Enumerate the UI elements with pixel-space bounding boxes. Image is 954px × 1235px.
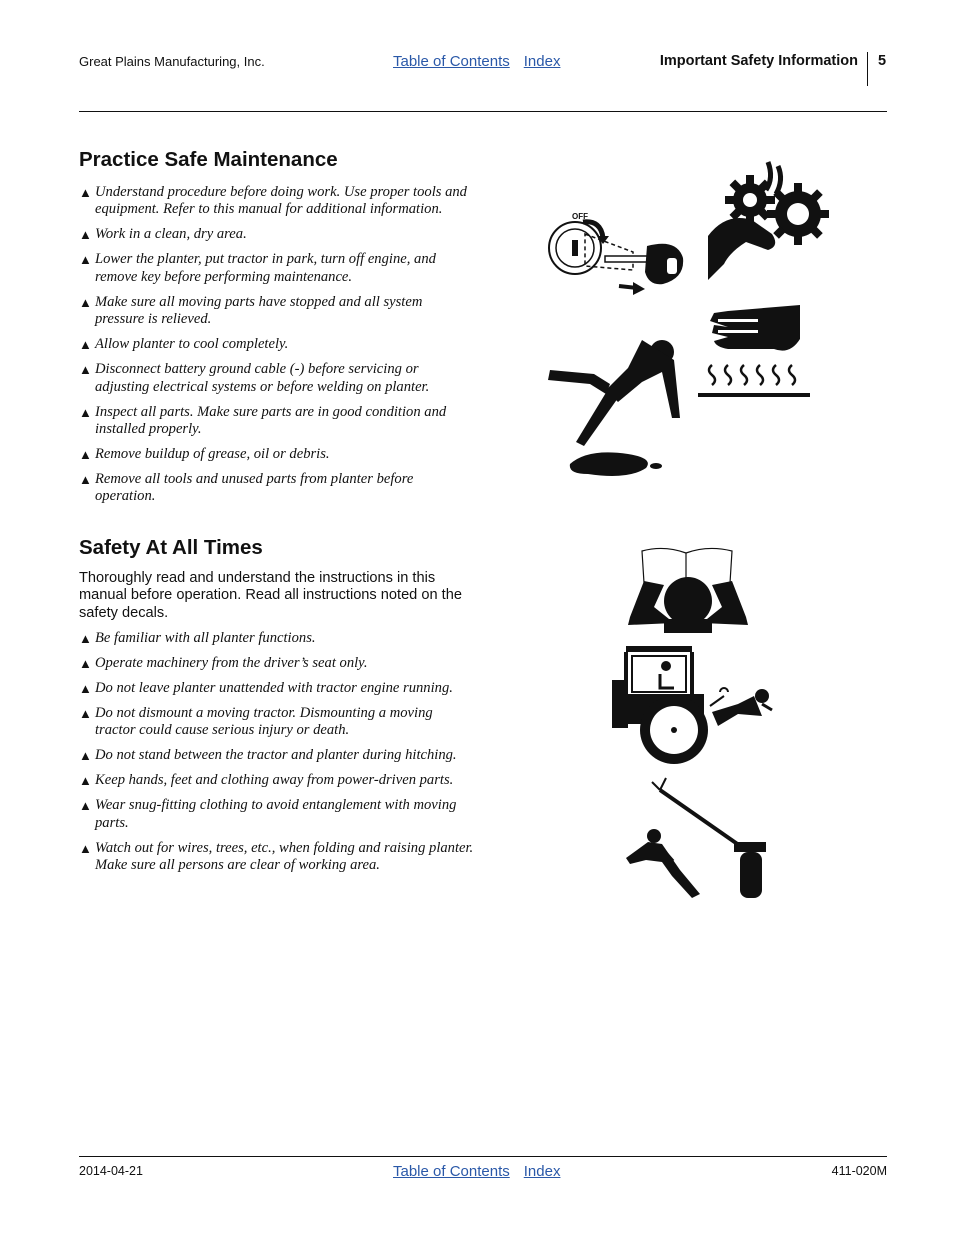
safety-intro: Thoroughly read and understand the instructions in this manual before operation. Read all instructions noted on the safety decals. xyxy=(79,570,462,621)
list-item: ▲ Allow planter to cool completely. xyxy=(79,336,289,353)
list-item: ▲ Do not dismount a moving tractor. Dismounting a moving tractor could cause serious injury or death. xyxy=(79,705,433,739)
maintenance-heading: Practice Safe Maintenance xyxy=(79,148,338,171)
tractor-runover-icon xyxy=(612,644,774,766)
footer-toc-link[interactable]: Table of Contents xyxy=(393,1163,510,1180)
page-number: 5 xyxy=(878,53,887,69)
warning-triangle-icon: ▲ xyxy=(79,447,92,463)
warning-triangle-icon: ▲ xyxy=(79,472,92,488)
gear-entanglement-icon xyxy=(706,160,830,282)
svg-text:OFF: OFF xyxy=(572,212,588,221)
list-item: ▲ Make sure all moving parts have stopped and all system pressure is relieved. xyxy=(79,293,423,328)
maintenance-list xyxy=(79,184,474,513)
slip-hazard-icon xyxy=(548,318,680,482)
warning-triangle-icon: ▲ xyxy=(79,798,92,814)
list-item: ▲ Operate machinery from the driver’s seat only. xyxy=(79,655,368,671)
footer-doc-number: 411-020M xyxy=(831,1164,887,1178)
hot-surface-icon xyxy=(698,303,810,399)
header-rule xyxy=(79,111,887,112)
safety-heading: Safety At All Times xyxy=(79,536,263,559)
list-item: ▲ Watch out for wires, trees, etc., when folding and raising planter. Make sure all persons are clear of working area. xyxy=(79,839,474,874)
warning-triangle-icon: ▲ xyxy=(79,773,92,789)
footer-date: 2014-04-21 xyxy=(79,1164,143,1178)
warning-triangle-icon: ▲ xyxy=(79,681,92,696)
header-index-link[interactable]: Index xyxy=(523,53,561,70)
warning-triangle-icon: ▲ xyxy=(79,185,92,200)
safety-list xyxy=(79,630,474,882)
key-off-icon xyxy=(545,208,690,300)
list-item: ▲ Remove buildup of grease, oil or debris. xyxy=(79,446,330,463)
warning-triangle-icon: ▲ xyxy=(79,252,92,268)
footer-rule xyxy=(79,1156,887,1157)
list-item: ▲ Lower the planter, put tractor in park, turn off engine, and remove key before performing maintenance. xyxy=(79,251,436,285)
warning-triangle-icon: ▲ xyxy=(79,362,92,378)
read-manual-icon xyxy=(624,545,752,635)
list-item: ▲ Remove all tools and unused parts from planter before operation. xyxy=(79,471,414,505)
footer-nav xyxy=(393,1163,574,1180)
list-item: ▲ Inspect all parts. Make sure parts are in good condition and installed properly. xyxy=(79,403,447,438)
warning-triangle-icon: ▲ xyxy=(79,404,92,420)
list-item: ▲ Wear snug-fitting clothing to avoid entanglement with moving parts. xyxy=(79,797,457,831)
folding-clearance-icon xyxy=(622,776,768,900)
list-item: ▲ Do not stand between the tractor and planter during hitching. xyxy=(79,747,457,764)
warning-triangle-icon: ▲ xyxy=(79,706,92,721)
list-item: ▲ Disconnect battery ground cable (-) before servicing or adjusting electrical systems or before welding on planter. xyxy=(79,361,430,395)
warning-triangle-icon: ▲ xyxy=(79,748,92,764)
warning-triangle-icon: ▲ xyxy=(79,294,92,310)
list-item: ▲ Work in a clean, dry area. xyxy=(79,226,247,243)
list-item: ▲ Keep hands, feet and clothing away from power-driven parts. xyxy=(79,772,454,789)
list-item: ▲ Be familiar with all planter functions. xyxy=(79,630,316,646)
header-nav xyxy=(393,53,574,70)
header-toc-link[interactable]: Table of Contents xyxy=(393,53,510,70)
footer-index-link[interactable]: Index xyxy=(523,1163,561,1180)
list-item: ▲ Understand procedure before doing work. Use proper tools and equipment. Refer to this manual for additional information. xyxy=(79,184,467,218)
warning-triangle-icon: ▲ xyxy=(79,840,92,856)
company-name: Great Plains Manufacturing, Inc. xyxy=(79,54,265,69)
list-item: ▲ Do not leave planter unattended with tractor engine running. xyxy=(79,680,453,696)
warning-triangle-icon: ▲ xyxy=(79,337,92,353)
warning-triangle-icon: ▲ xyxy=(79,227,92,243)
warning-triangle-icon: ▲ xyxy=(79,656,92,671)
warning-triangle-icon: ▲ xyxy=(79,631,92,646)
section-title: Important Safety Information xyxy=(659,53,858,69)
header-divider xyxy=(867,52,868,86)
